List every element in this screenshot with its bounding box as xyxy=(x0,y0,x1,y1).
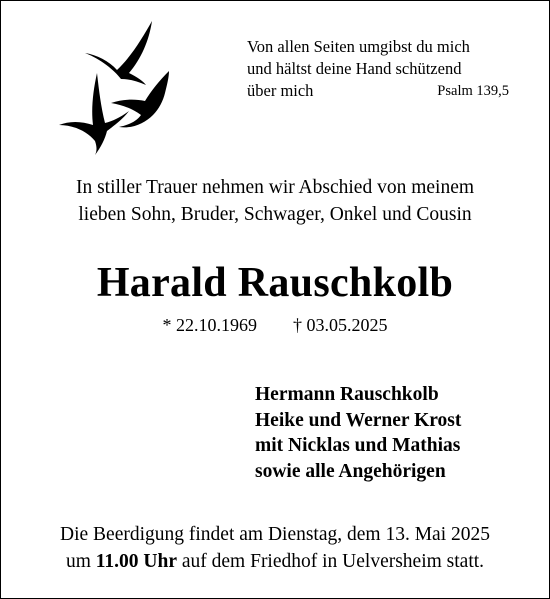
funeral-line: Die Beerdigung findet am Dienstag, dem 13. Mai 2025 xyxy=(60,524,490,545)
verse-line: über mich xyxy=(247,81,314,100)
funeral-prefix: um xyxy=(65,550,91,572)
funeral-location: auf dem Friedhof in Uelversheim statt. xyxy=(181,550,485,572)
death-date: † 03.05.2025 xyxy=(293,315,388,335)
psalm-reference: Psalm 139,5 xyxy=(437,83,509,99)
psalm-verse xyxy=(247,36,509,102)
bird-left xyxy=(59,73,129,155)
verse-line: Von allen Seiten umgibst du mich xyxy=(247,37,470,56)
mourner-line: Heike und Werner Krost xyxy=(255,409,462,431)
bird-top xyxy=(85,21,152,85)
mourner-line: mit Nicklas und Mathias xyxy=(255,435,461,456)
flying-birds-icon xyxy=(45,15,179,157)
deceased-name: Harald Rauschkolb xyxy=(96,260,454,306)
funeral-info xyxy=(1,522,549,575)
intro-line: In stiller Trauer nehmen wir Abschied von meinem xyxy=(75,177,475,198)
birth-date: * 22.10.1969 xyxy=(162,315,257,335)
verse-line: und hältst deine Hand schützend xyxy=(247,59,462,78)
mourner-line: sowie alle Angehörigen xyxy=(255,460,446,482)
life-dates xyxy=(1,313,549,337)
funeral-time: 11.00 Uhr xyxy=(95,550,177,572)
intro-text xyxy=(1,174,549,228)
mourners-list xyxy=(255,382,461,484)
mourner-line: Hermann Rauschkolb xyxy=(255,384,439,405)
intro-line: lieben Sohn, Bruder, Schwager, Onkel und Cousin xyxy=(78,204,472,225)
